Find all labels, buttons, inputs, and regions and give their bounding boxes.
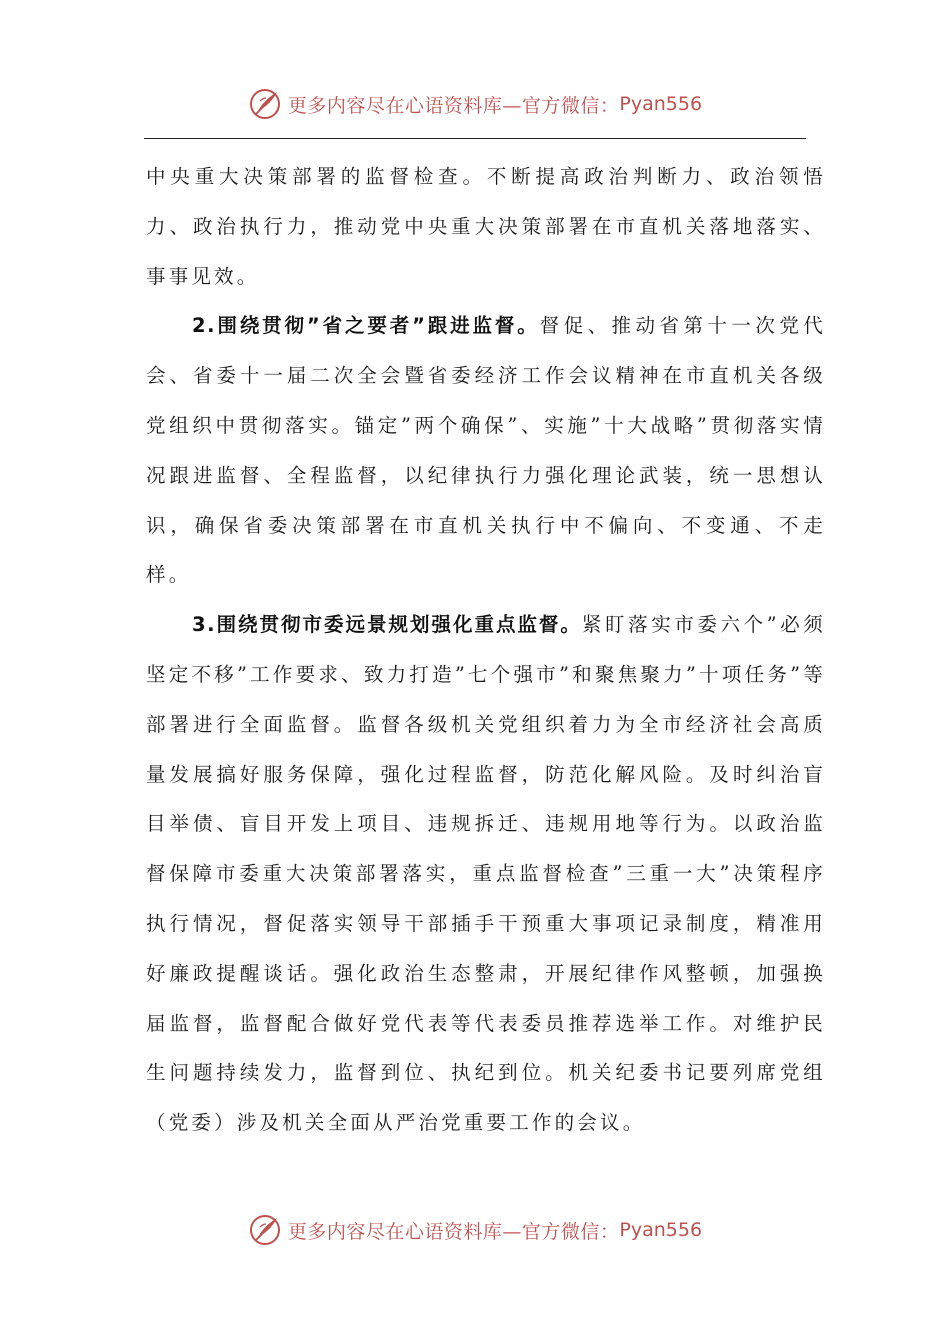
document-body xyxy=(146,152,826,1148)
header-banner xyxy=(0,84,950,124)
quill-logo-icon xyxy=(248,1213,282,1247)
paragraph-item-2 xyxy=(146,301,826,600)
footer-banner-content xyxy=(248,1213,702,1247)
item-2-text: 督促、推动省第十一次党代会、省委十一届二次全会暨省委经济工作会议精神在市直机关各级党组织中贯彻落实。锚定”两个确保”、实施”十大战略”贯彻落实情况跟进监督、全程监督，以纪律执行力强化理论武装，统一思想认识，确保省委决策部署在市直机关执行中不偏向、不变通、不走样。 xyxy=(146,314,826,587)
paragraph-item-3 xyxy=(146,600,826,1148)
footer-banner-text: 更多内容尽在心语资料库—官方微信： xyxy=(287,1220,620,1243)
item-3-heading: 3.围绕贯彻市委远景规划强化重点监督。 xyxy=(192,613,582,637)
header-banner-text: 更多内容尽在心语资料库—官方微信： xyxy=(287,94,620,117)
paragraph-continued: 中央重大决策部署的监督检查。不断提高政治判断力、政治领悟力、政治执行力，推动党中央重大决策部署在市直机关落地落实、事事见效。 xyxy=(146,165,826,288)
quill-logo-icon xyxy=(248,87,282,121)
header-banner-content xyxy=(248,87,702,121)
item-3-text: 紧盯落实市委六个”必须坚定不移”工作要求、致力打造”七个强市”和聚焦聚力”十项任务”等部署进行全面监督。监督各级机关党组织着力为全市经济社会高质量发展搞好服务保障，强化过程监督，防范化解风险。及时纠治盲目举债、盲目开发上项目、违规拆迁、违规用地等行为。以政治监督保障市委重大决策部署落实，重点监督检查”三重一大”决策程序执行情况，督促落实领导干部插手干预重大事项记录制度，精准用好廉政提醒谈话。强化政治生态整肃，开展纪律作风整顿，加强换届监督，监督配合做好党代表等代表委员推荐选举工作。对维护民生问题持续发力，监督到位、执纪到位。机关纪委书记要列席党组（党委）涉及机关全面从严治党重要工作的会议。 xyxy=(146,613,826,1135)
header-divider xyxy=(144,138,806,139)
footer-banner xyxy=(0,1210,950,1250)
item-2-heading: 2.围绕贯彻”省之要者”跟进监督。 xyxy=(192,314,540,338)
footer-banner-wechat-id: Pyan556 xyxy=(619,1219,703,1241)
header-banner-wechat-id: Pyan556 xyxy=(619,93,703,115)
